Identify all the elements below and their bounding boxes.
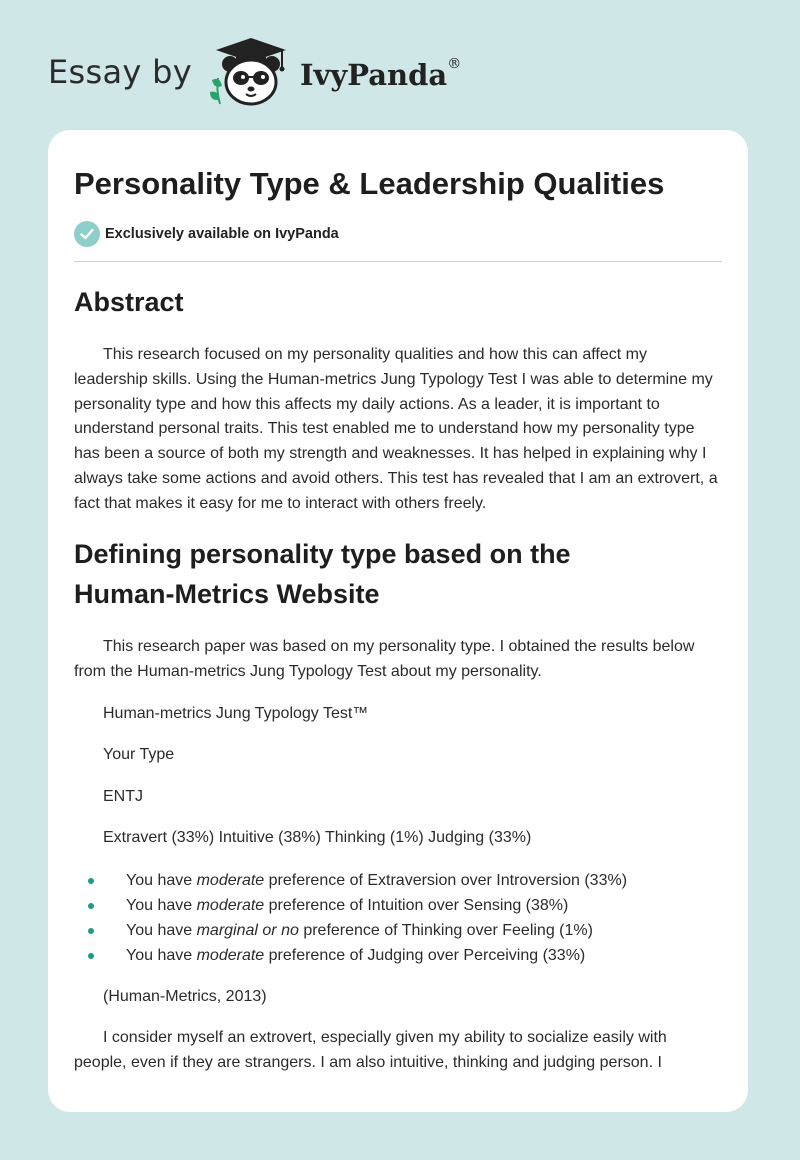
- bullet-dot: [88, 878, 94, 884]
- essay-title: Personality Type & Leadership Qualities: [74, 166, 665, 201]
- defining-intro-paragraph: This research paper was based on my personality type. I obtained the results below from the Human-metrics Jung Typology Test about my personality.: [74, 638, 695, 680]
- check-icon: [74, 221, 100, 247]
- exclusive-label: Exclusively available on IvyPanda: [105, 226, 339, 242]
- list-item: You have marginal or no preference of Thinking over Feeling (1%): [74, 918, 722, 943]
- bullet-dot: [88, 903, 94, 909]
- abstract-heading: Abstract: [74, 287, 184, 317]
- panda-logo-icon[interactable]: [206, 34, 296, 110]
- list-item: You have moderate preference of Intuition over Sensing (38%): [74, 893, 722, 918]
- citation: (Human-Metrics, 2013): [103, 988, 267, 1005]
- type-summary: Extravert (33%) Intuitive (38%) Thinking (1%) Judging (33%): [103, 829, 532, 846]
- essay-card: [48, 130, 748, 1112]
- list-item: You have moderate preference of Judging over Perceiving (33%): [74, 943, 722, 968]
- abstract-paragraph: This research focused on my personality qualities and how this can affect my leadership skills. Using the Human-metrics Jung Typology Test I was able to determine my personality type and how this affects my daily actions. As a leader, it is important to understand personal traits. This test enabled me to understand how my personality type has been a source of both my strength and weaknesses. It has helped in explaining why I always take some actions and avoid others. This test has revealed that I am an extrovert, a fact that makes it easy for me to interact with others freely.: [74, 346, 718, 512]
- bullet-dot: [88, 953, 94, 959]
- closing-paragraph: I consider myself an extrovert, especially given my ability to socialize easily with people, even if they are strangers. I am also intuitive, thinking and judging person. I: [74, 1029, 667, 1071]
- essay-by-label: Essay by: [48, 53, 192, 91]
- test-name: Human-metrics Jung Typology Test™: [103, 705, 369, 722]
- your-type-label: Your Type: [103, 746, 175, 763]
- defining-heading-line1: Defining personality type based on the: [74, 539, 571, 569]
- list-item: You have moderate preference of Extraversion over Introversion (33%): [74, 868, 722, 893]
- type-code: ENTJ: [103, 788, 143, 805]
- site-header: [48, 34, 468, 110]
- exclusive-badge: [74, 221, 339, 247]
- divider: [74, 261, 722, 262]
- bullet-dot: [88, 928, 94, 934]
- ivypanda-brand[interactable]: IvyPanda®: [299, 56, 462, 92]
- defining-heading-line2: Human-Metrics Website: [74, 579, 380, 609]
- preference-list: [74, 868, 722, 968]
